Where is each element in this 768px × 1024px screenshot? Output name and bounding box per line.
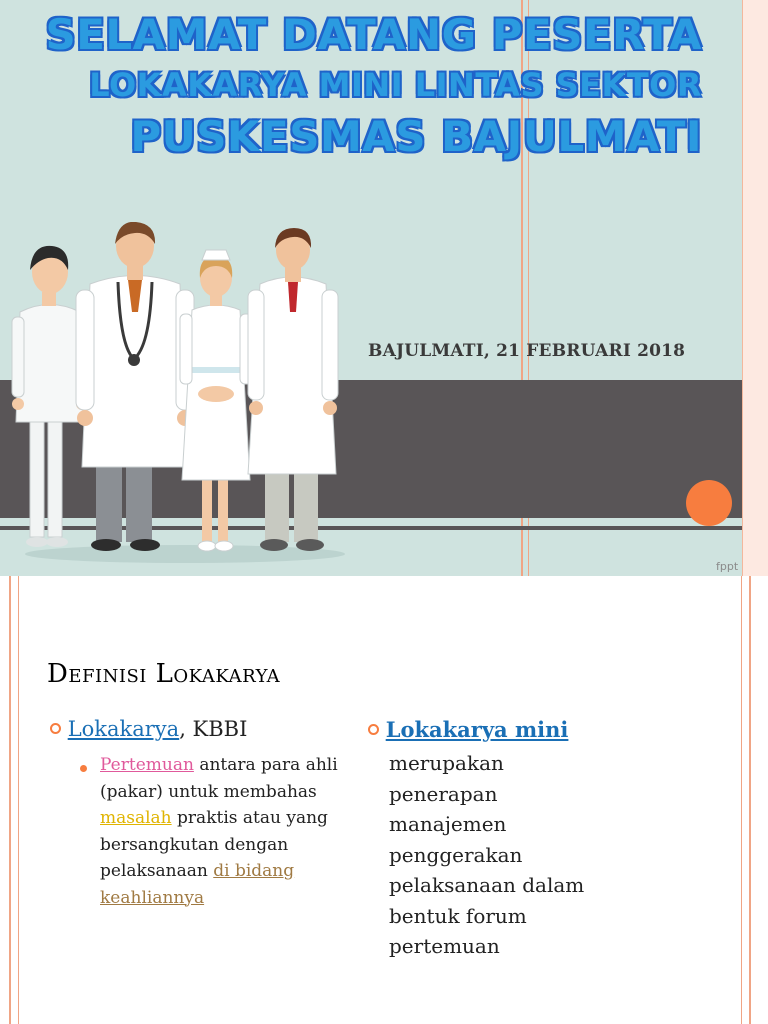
definition-line: bentuk forum xyxy=(389,903,527,928)
event-date: BAJULMATI, 21 FEBRUARI 2018 xyxy=(368,341,686,361)
vertical-accent-line xyxy=(749,576,751,1024)
title-line-2: LOKAKARYA MINI LINTAS SEKTOR xyxy=(89,66,702,104)
definition-text-2: praktis atau yang bersangkutan dengan pelaksanaan xyxy=(100,808,328,881)
lokakarya-mini-definition xyxy=(389,748,649,962)
medical-staff-illustration-icon xyxy=(10,222,360,567)
dot-bullet-icon xyxy=(80,765,87,772)
pertemuan-link[interactable]: Pertemuan xyxy=(100,755,194,775)
slide-heading: Definisi Lokakarya xyxy=(47,659,281,689)
bullet-lokakarya-mini xyxy=(368,717,568,742)
ring-bullet-icon xyxy=(50,723,61,734)
bidang-keahlian-link[interactable]: di bidang keahliannya xyxy=(100,861,295,908)
bullet-lokakarya xyxy=(50,717,247,741)
definition-slide xyxy=(0,576,768,1024)
vertical-accent-line xyxy=(9,576,11,1024)
lokakarya-definition xyxy=(100,752,340,911)
doctor-red-tie-figure xyxy=(248,228,338,551)
lokakarya-link[interactable]: Lokakarya xyxy=(67,717,180,741)
definition-line: pelaksanaan dalam xyxy=(389,873,585,897)
ring-bullet-icon xyxy=(368,724,379,735)
definition-text-1: antara para ahli (pakar) untuk membahas xyxy=(100,755,338,802)
definition-line: manajemen xyxy=(389,812,507,836)
masalah-link[interactable]: masalah xyxy=(100,808,172,828)
title-line-1: SELAMAT DATANG PESERTA xyxy=(45,10,702,59)
orange-circle-decoration xyxy=(686,480,732,526)
vertical-accent-line xyxy=(741,576,742,1024)
definition-line: penggerakan xyxy=(389,842,523,867)
doctor-stethoscope-figure xyxy=(76,222,194,551)
right-panel xyxy=(742,0,768,576)
vertical-accent-line xyxy=(18,576,19,1024)
definition-line: merupakan xyxy=(389,751,504,775)
vertical-accent-line xyxy=(742,0,743,576)
lokakarya-mini-link[interactable]: Lokakarya mini xyxy=(385,717,569,742)
watermark: fppt xyxy=(716,560,739,573)
source-label: , KBBI xyxy=(179,717,248,741)
definition-line: penerapan xyxy=(389,781,498,806)
definition-line: pertemuan xyxy=(389,934,500,958)
title-line-3: PUSKESMAS BAJULMATI xyxy=(130,112,702,161)
